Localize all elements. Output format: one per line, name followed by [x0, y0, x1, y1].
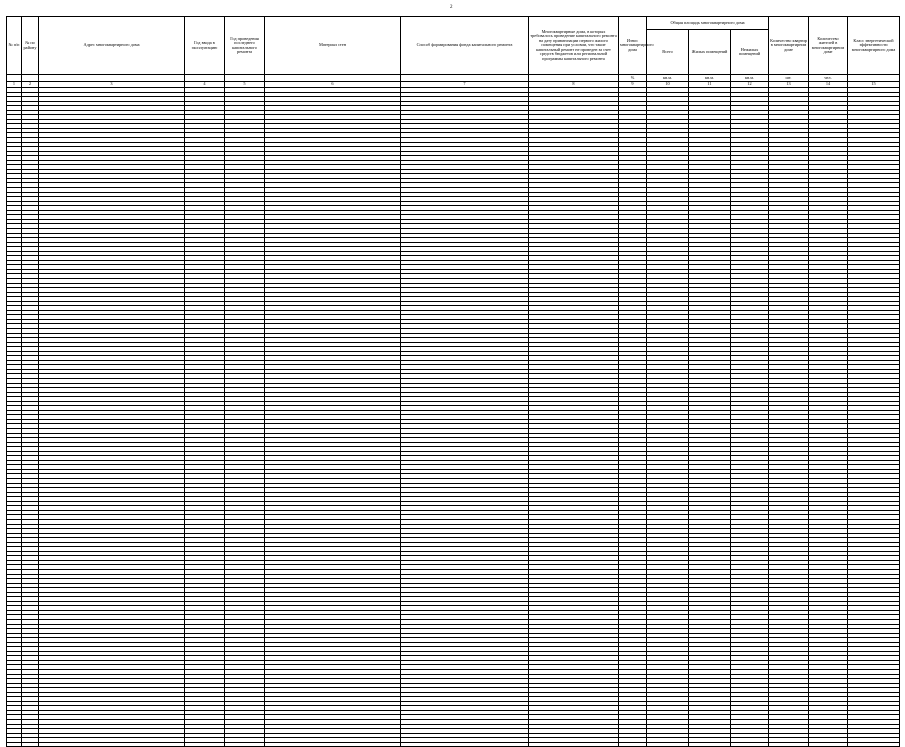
table-cell: [225, 742, 265, 747]
header-col12: Нежилых помещений: [731, 30, 769, 75]
column-index: 15: [848, 82, 900, 88]
table-cell: [529, 742, 619, 747]
table-row: [7, 742, 900, 747]
header-col6: Материал стен: [265, 17, 401, 75]
header-col10: Всего: [647, 30, 689, 75]
table-cell: [731, 742, 769, 747]
header-col14: Количество жителей в многоквартирном доме: [809, 17, 848, 75]
unit-residents: чел.: [809, 75, 848, 82]
column-index: 10: [647, 82, 689, 88]
column-index: 2: [22, 82, 39, 88]
column-index: 13: [769, 82, 809, 88]
header-col7: Способ формирования фонда капитального ремонта: [401, 17, 529, 75]
column-index: 8: [529, 82, 619, 88]
table-cell: [22, 742, 39, 747]
table-body: [7, 88, 900, 747]
header-col2: № по району: [22, 17, 39, 75]
header-col8: Многоквартирные дома, в которых требовалось проведение капитального ремонта на дату приватизации первого жилого помещения при условии, что такие капитальный ремонт не проведен за счет средств бюджетов или региональной программы капитального ремонта: [529, 17, 619, 75]
table-cell: [265, 742, 401, 747]
table-cell: [619, 742, 647, 747]
column-index: 5: [225, 82, 265, 88]
table-cell: [39, 742, 185, 747]
unit-total-area: кв.м.: [647, 75, 689, 82]
column-index: 7: [401, 82, 529, 88]
header-col13: Количество квартир в многоквартирном доме: [769, 17, 809, 75]
page-number: 2: [450, 5, 453, 10]
table-cell: [7, 742, 22, 747]
column-index: 9: [619, 82, 647, 88]
column-index: 14: [809, 82, 848, 88]
unit-living-area: кв.м.: [689, 75, 731, 82]
column-index: 6: [265, 82, 401, 88]
header-col3: Адрес многоквартирного дома: [39, 17, 185, 75]
table-cell: [848, 742, 900, 747]
table-header: [7, 17, 900, 82]
header-col5: Год проведения последнего капитального ремонта: [225, 17, 265, 75]
table-cell: [647, 742, 689, 747]
table-cell: [401, 742, 529, 747]
unit-percent: %: [619, 75, 647, 82]
unit-nonliving-area: кв.м.: [731, 75, 769, 82]
header-area-group: Общая площадь многоквартирного дома: [647, 17, 769, 30]
column-index: 3: [39, 82, 185, 88]
column-index: 4: [185, 82, 225, 88]
table-cell: [809, 742, 848, 747]
column-index: 11: [689, 82, 731, 88]
header-col1: № п/п: [7, 17, 22, 75]
table-cell: [769, 742, 809, 747]
houses-table: [6, 16, 900, 747]
table-cell: [689, 742, 731, 747]
table-cell: [185, 742, 225, 747]
column-index: 1: [7, 82, 22, 88]
header-col4: Год ввода в эксплуатацию: [185, 17, 225, 75]
header-col11: Жилых помещений: [689, 30, 731, 75]
header-col9: Износ многоквартирного дома: [619, 17, 647, 75]
header-col15: Класс энергетической эффективности многоквартирного дома: [848, 17, 900, 75]
unit-flats: шт.: [769, 75, 809, 82]
column-index: 12: [731, 82, 769, 88]
